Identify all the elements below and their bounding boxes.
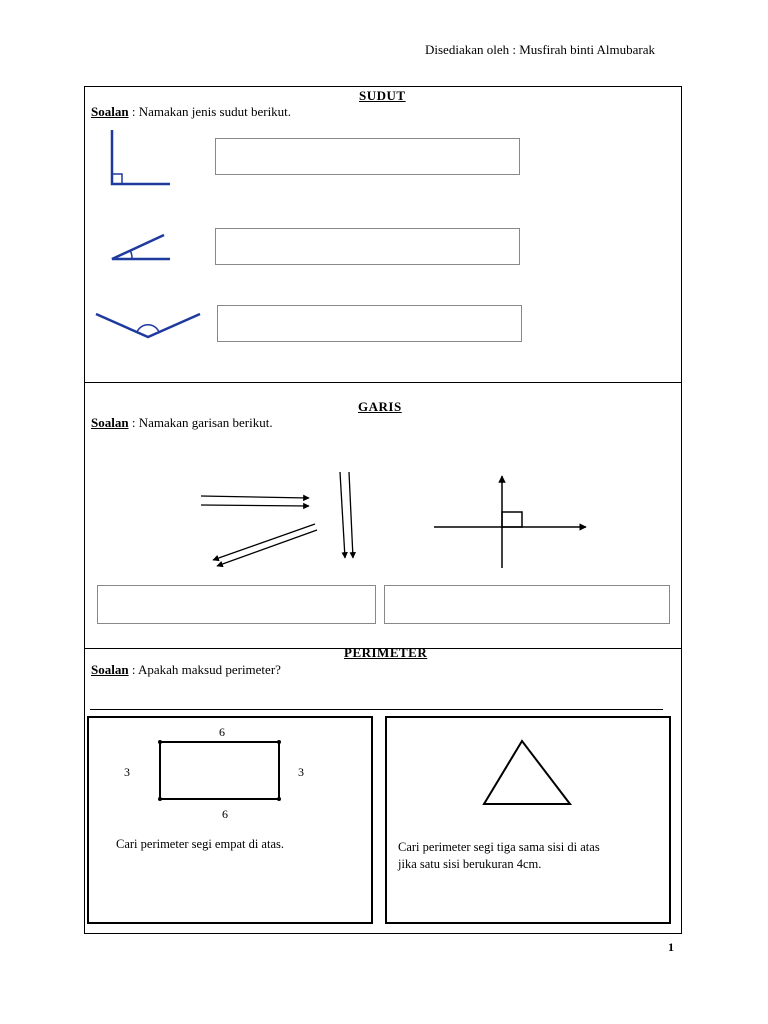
parallel-lines-icon — [195, 468, 365, 573]
section-divider — [84, 382, 682, 383]
page-number: 1 — [668, 940, 674, 954]
question-garis — [91, 415, 273, 431]
triangle-task-line1: Cari perimeter segi tiga sama sisi di atas — [398, 840, 600, 854]
perpendicular-lines-icon — [430, 472, 595, 572]
rectangle-right-width: 3 — [298, 765, 304, 779]
right-angle-icon — [100, 128, 180, 192]
answer-box-garis-2[interactable] — [384, 585, 670, 624]
answer-box-sudut-2[interactable] — [215, 228, 520, 265]
rectangle-bottom-length: 6 — [222, 807, 228, 821]
rectangle-top-length: 6 — [219, 725, 225, 739]
question-text: : Namakan jenis sudut berikut. — [128, 104, 292, 119]
triangle-task-line2: jika satu sisi berukuran 4cm. — [398, 857, 542, 871]
header-credit: Disediakan oleh : Musfirah binti Almubarak — [425, 42, 655, 57]
answer-line-perimeter[interactable] — [90, 709, 663, 710]
section-title-garis: GARIS — [358, 399, 402, 414]
triangle-task — [398, 839, 600, 873]
triangle-figure-icon — [478, 736, 578, 811]
rectangle-figure-icon — [155, 736, 285, 806]
question-label: Soalan — [91, 415, 129, 430]
question-label: Soalan — [91, 662, 129, 677]
question-perimeter — [91, 662, 281, 678]
rectangle-left-width: 3 — [124, 765, 130, 779]
answer-box-sudut-3[interactable] — [217, 305, 522, 342]
acute-angle-icon — [100, 225, 180, 270]
answer-box-garis-1[interactable] — [97, 585, 376, 624]
section-title-sudut: SUDUT — [359, 88, 406, 103]
obtuse-angle-icon — [92, 308, 207, 343]
answer-box-sudut-1[interactable] — [215, 138, 520, 175]
question-text: : Apakah maksud perimeter? — [128, 662, 281, 677]
question-label: Soalan — [91, 104, 129, 119]
question-text: : Namakan garisan berikut. — [128, 415, 273, 430]
section-title-perimeter: PERIMETER — [344, 645, 428, 660]
question-sudut — [91, 104, 291, 120]
rectangle-task: Cari perimeter segi empat di atas. — [116, 837, 284, 851]
